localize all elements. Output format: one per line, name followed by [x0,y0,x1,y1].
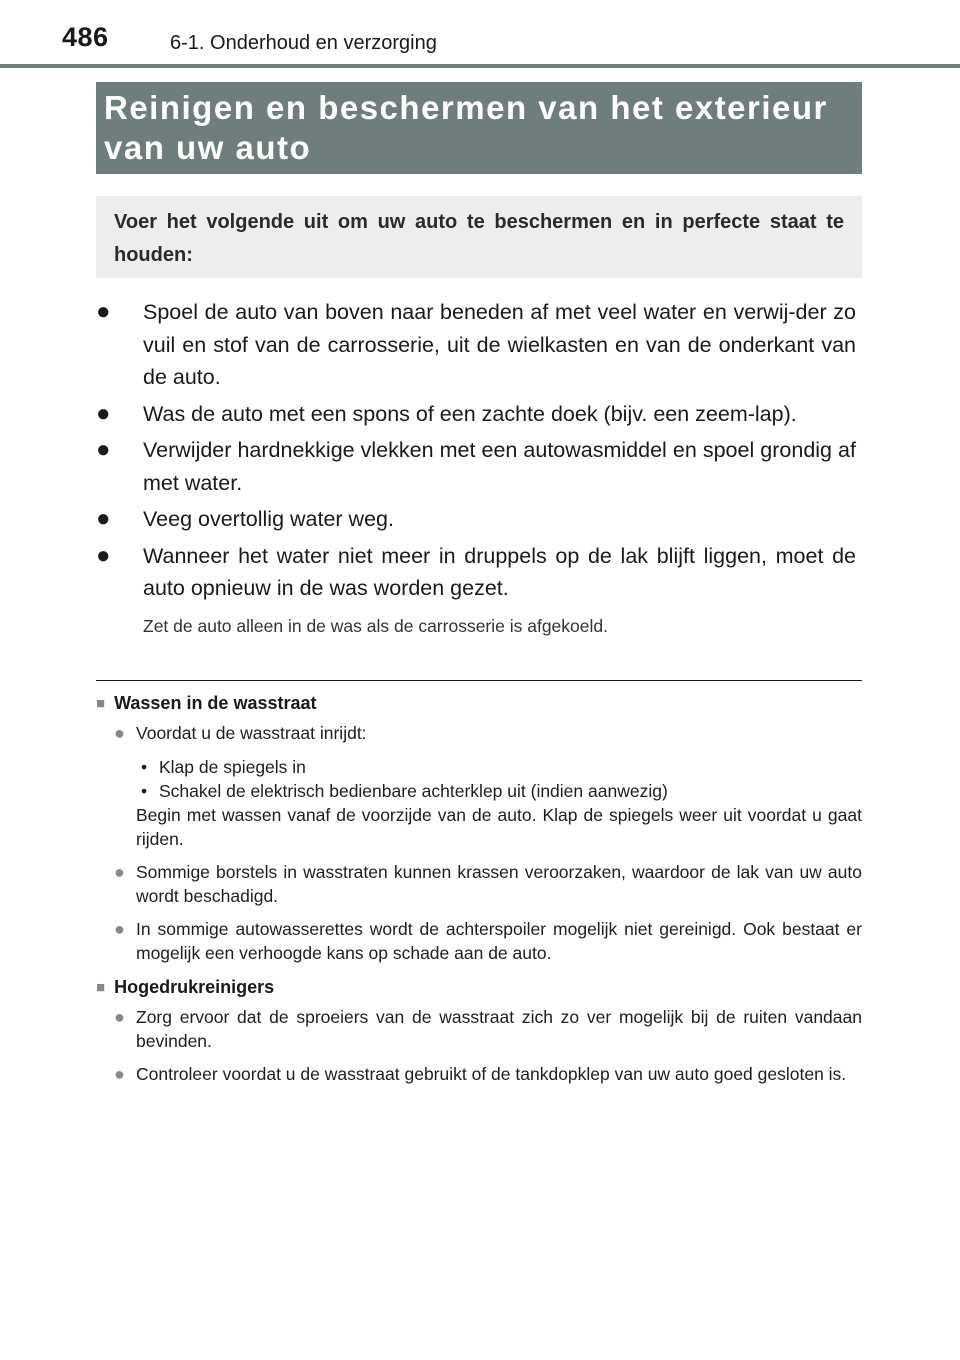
main-list-item [96,503,856,536]
header-rule [0,64,960,68]
section-list-item-text: Voordat u de wasstraat inrijdt: [136,723,367,743]
main-list-item-text: Veeg overtollig water weg. [143,507,394,531]
sub-bullet-text: Schakel de elektrisch bedienbare achterklep uit (indien aanwezig) [159,781,668,801]
section-car-wash [96,690,862,965]
sub-bullet-item [136,779,862,803]
middot-bullet-icon: • [141,781,148,801]
section-list-item [96,1005,862,1053]
section-list-item [96,917,862,965]
main-instruction-list [96,296,856,639]
section-heading [96,974,862,1001]
section-list-item-text: Controleer voordat u de wasstraat gebruikt of de tankdopklep van uw auto goed gesloten is. [136,1064,847,1084]
sub-bullet-text: Klap de spiegels in [159,757,306,777]
grey-circle-bullet-icon: ● [114,723,125,743]
section-list-item [96,721,862,851]
intro-box [96,196,862,278]
section-heading-text: Wassen in de wasstraat [114,693,317,713]
square-bullet-icon: ■ [96,979,106,996]
chapter-title: 6-1. Onderhoud en verzorging [170,32,437,54]
sub-bullet-list [136,755,862,803]
page-number: 486 [62,22,109,52]
filled-circle-bullet-icon: ● [96,541,111,569]
section-heading-text: Hogedrukreinigers [114,977,275,997]
section-list-item-text: Sommige borstels in wasstraten kunnen krassen veroorzaken, waardoor de lak van uw auto wordt beschadigd. [136,862,862,906]
filled-circle-bullet-icon: ● [96,298,111,325]
main-list-item-text: Verwijder hardnekkige vlekken met een autowasmiddel en spoel grondig af met water. [143,438,856,495]
main-list-item [96,296,856,394]
grey-circle-bullet-icon: ● [114,919,125,939]
section-list-item-text: Zorg ervoor dat de sproeiers van de wasstraat zich zo ver mogelijk bij de ruiten vandaan bevinden. [136,1007,862,1051]
main-list-item [96,398,856,431]
grey-circle-bullet-icon: ● [114,1007,125,1027]
main-note: Zet de auto alleen in de was als de carrosserie is afgekoeld. [143,615,608,636]
info-sections [96,690,862,1095]
page-title [104,88,852,168]
page-title-line-1: Reinigen en beschermen van het exterieur [104,89,828,126]
main-list-item-text: Was de auto met een spons of een zachte doek (bijv. een zeem-lap). [143,401,797,426]
filled-circle-bullet-icon: ● [96,505,111,532]
section-list-item [96,1062,862,1086]
intro-text: Voer het volgende uit om uw auto te beschermen en in perfecte staat te houden: [114,211,844,266]
section-list-item [96,860,862,908]
middot-bullet-icon: • [141,757,148,777]
filled-circle-bullet-icon: ● [96,399,111,427]
grey-circle-bullet-icon: ● [114,1064,125,1084]
section-title-box [96,82,862,174]
grey-circle-bullet-icon: ● [114,862,125,882]
section-high-pressure-cleaners [96,974,862,1086]
section-list-item-text: In sommige autowasserettes wordt de achterspoiler mogelijk niet gereinigd. Ook bestaat er mogelijk een verhoogde kans op schade aan de auto. [136,919,862,963]
main-list-item-text: Wanneer het water niet meer in druppels op de lak blijft liggen, moet de auto opnieuw in de was worden gezet. [143,543,856,600]
main-list-item [96,540,856,605]
main-list-item [96,434,856,499]
section-divider [96,680,862,681]
filled-circle-bullet-icon: ● [96,436,111,463]
page-title-line-2: van uw auto [104,129,312,166]
square-bullet-icon: ■ [96,695,106,712]
main-list-item-text: Spoel de auto van boven naar beneden af met veel water en verwij-der zo vuil en stof van de carrosserie, uit de wielkasten en van de onderkant van de auto. [143,300,856,389]
sub-bullet-item [136,755,862,779]
section-heading [96,690,862,717]
section-list-item-extra: Begin met wassen vanaf de voorzijde van de auto. Klap de spiegels weer uit voordat u gaat rijden. [136,805,862,849]
page-header [0,0,960,70]
